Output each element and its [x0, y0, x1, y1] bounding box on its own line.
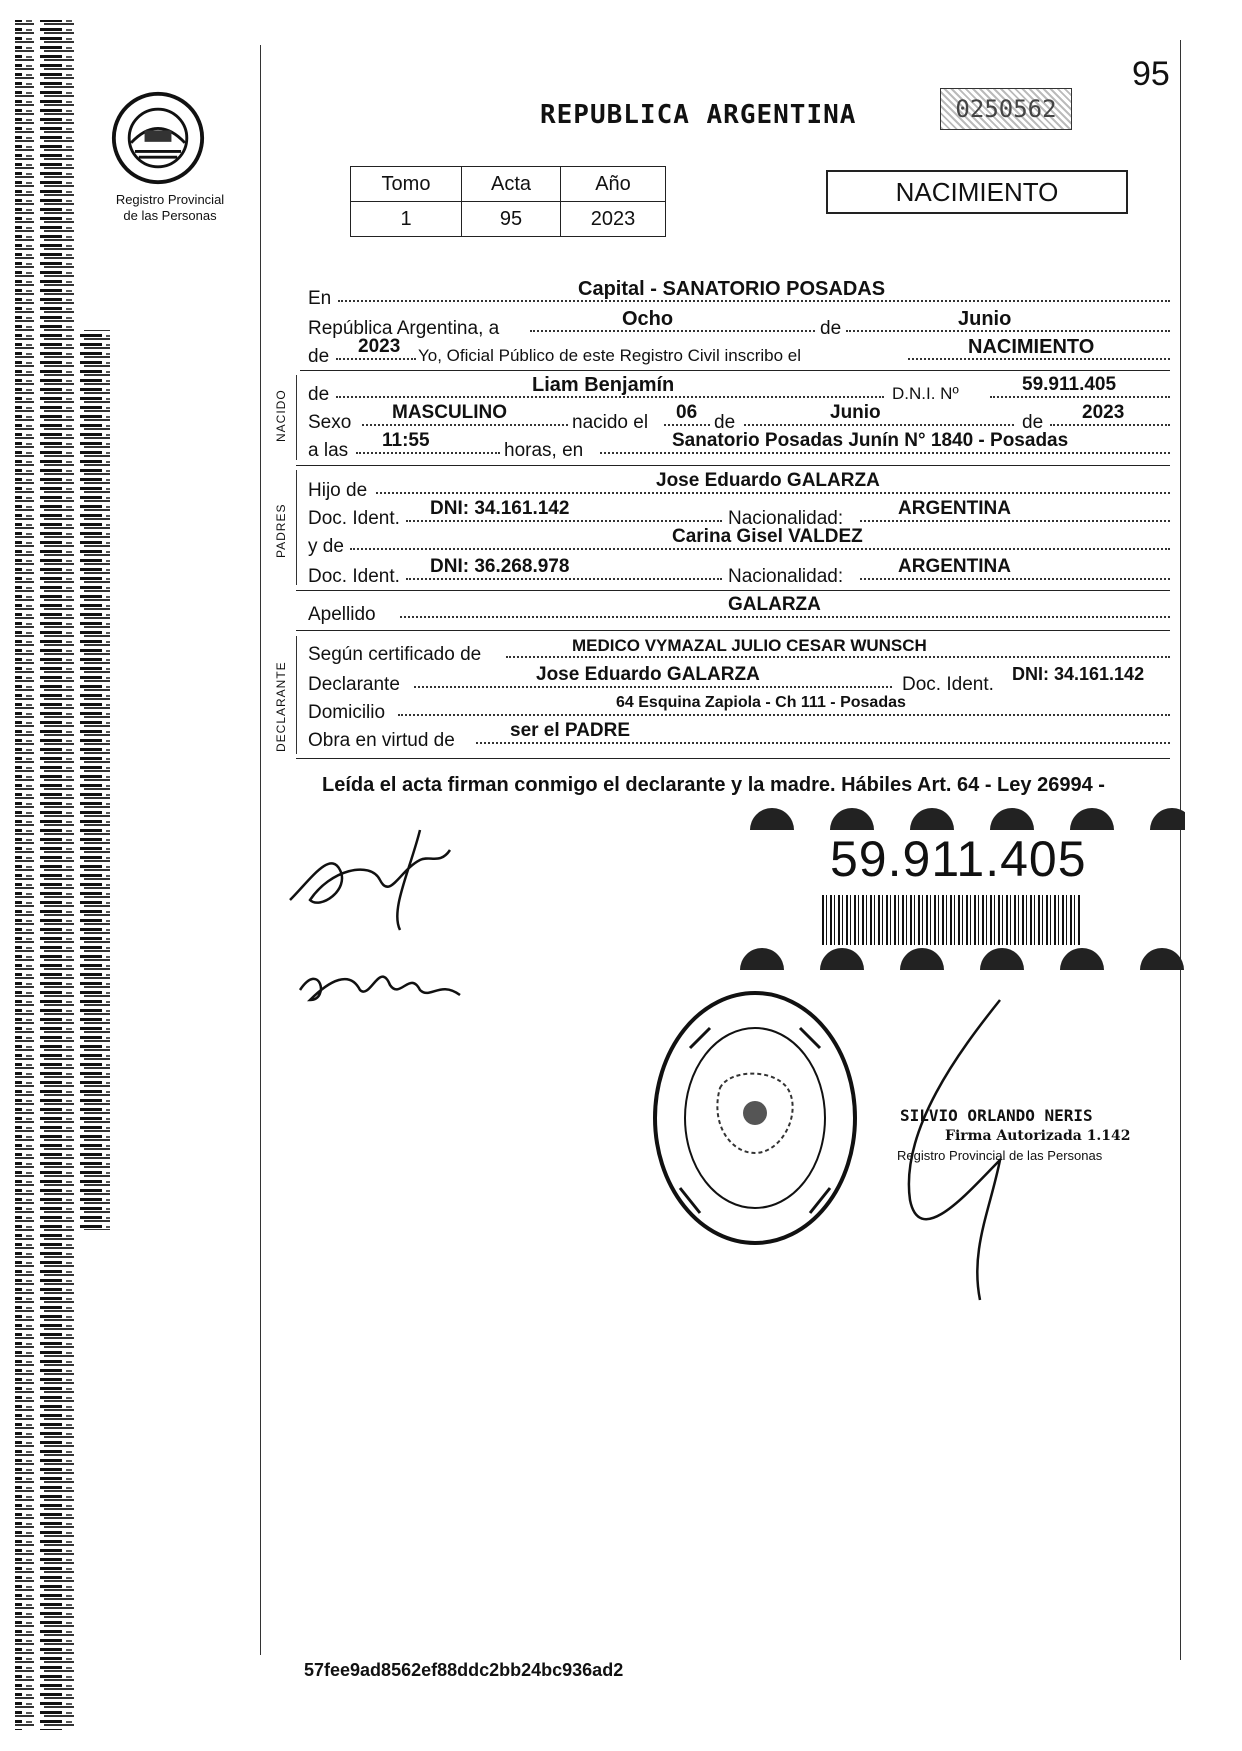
obra-value: ser el PADRE: [510, 720, 631, 741]
decl-doc: DNI: 34.161.142: [1012, 664, 1145, 684]
book-value-ano: 2023: [561, 202, 666, 237]
nacido-el-label: nacido el: [572, 412, 649, 433]
scan-edge-noise: [0, 0, 110, 1751]
right-margin-line: [1180, 40, 1181, 1660]
republica-label: República Argentina, a: [308, 318, 500, 339]
mother-nat-label: Nacionalidad:: [728, 566, 844, 587]
decl-value: Jose Eduardo GALARZA: [536, 664, 760, 685]
father-nat-label: Nacionalidad:: [728, 508, 844, 529]
official-org: Registro Provincial de las Personas: [897, 1148, 1103, 1163]
en-label: En: [308, 288, 332, 309]
official-role: Firma Autorizada 1.142: [945, 1128, 1131, 1144]
de2-label: de: [308, 346, 330, 367]
y-de-label: y de: [308, 536, 344, 557]
birth-month: Junio: [830, 402, 881, 423]
mother-name: Carina Gisel VALDEZ: [672, 526, 863, 547]
nacido-de3-label: de: [1022, 412, 1044, 433]
book-header-acta: Acta: [462, 167, 561, 202]
book-value-acta: 95: [462, 202, 561, 237]
page-number: 95: [1132, 55, 1170, 93]
book-table: [350, 166, 666, 237]
dni-sticker-stripe-top: [740, 800, 1185, 830]
official-name: SILVIO ORLANDO NERIS: [900, 1106, 1093, 1125]
signature-declarante-icon: [270, 810, 470, 940]
book-header-ano: Año: [561, 167, 666, 202]
apellido-value: GALARZA: [728, 594, 821, 615]
dni-label: D.N.I. Nº: [892, 384, 959, 403]
province-seal-icon: [110, 90, 206, 186]
country-title: REPUBLICA ARGENTINA: [540, 100, 857, 130]
cert-value: MEDICO VYMAZAL JULIO CESAR WUNSCH: [572, 636, 927, 655]
inscribo-value: NACIMIENTO: [968, 336, 1095, 358]
signature-madre-icon: [290, 940, 470, 1020]
obra-label: Obra en virtud de: [308, 730, 455, 751]
nacido-section-label: NACIDO: [274, 389, 288, 442]
book-header-tomo: Tomo: [351, 167, 462, 202]
child-name: Liam Benjamín: [532, 374, 675, 396]
de-label: de: [820, 318, 842, 339]
mother-doc: DNI: 36.268.978: [430, 556, 570, 577]
father-name: Jose Eduardo GALARZA: [656, 470, 880, 491]
birth-day: 06: [676, 402, 698, 423]
decl-doc-label: Doc. Ident.: [902, 674, 994, 695]
nacido-de-label: de: [308, 384, 330, 405]
birth-year: 2023: [1082, 402, 1125, 423]
dni-sticker-stripe-bottom: [740, 940, 1185, 970]
registry-line1: Registro Provincial: [115, 192, 225, 207]
barcode: [822, 895, 1082, 945]
sexo-value: MASCULINO: [392, 402, 508, 423]
apellido-label: Apellido: [308, 604, 376, 625]
dni-sticker-number: 59.911.405: [830, 831, 1087, 887]
registry-logo: [110, 90, 230, 223]
father-doc: DNI: 34.161.142: [430, 498, 570, 519]
stamp-number: 0250562: [940, 88, 1072, 130]
father-nationality: ARGENTINA: [898, 498, 1011, 519]
document-type: NACIMIENTO: [826, 170, 1128, 214]
dom-value: 64 Esquina Zapiola - Ch 111 - Posadas: [616, 694, 906, 711]
book-value-tomo: 1: [351, 202, 462, 237]
document-hash: 57fee9ad8562ef88ddc2bb24bc936ad2: [304, 1660, 624, 1680]
day-value: Ocho: [622, 308, 674, 330]
child-dni: 59.911.405: [1022, 374, 1117, 395]
decl-label: Declarante: [308, 674, 400, 695]
mother-nationality: ARGENTINA: [898, 556, 1011, 577]
cert-label: Según certificado de: [308, 644, 482, 665]
sexo-label: Sexo: [308, 412, 352, 433]
month-value: Junio: [958, 308, 1012, 330]
padres-section-label: PADRES: [274, 503, 288, 558]
official-seal-icon: [650, 988, 860, 1248]
declarante-section-label: DECLARANTE: [274, 661, 288, 752]
registry-line2: de las Personas: [123, 208, 217, 223]
year-value: 2023: [358, 336, 401, 357]
father-doc-label: Doc. Ident.: [308, 508, 400, 529]
en-value: Capital - SANATORIO POSADAS: [578, 278, 886, 300]
nacido-de2-label: de: [714, 412, 736, 433]
closing-note: Leída el acta firman conmigo el declarante y la madre. Hábiles Art. 64 - Ley 26994 -: [322, 774, 1105, 796]
left-margin-line: [260, 45, 261, 1655]
hijo-de-label: Hijo de: [308, 480, 368, 501]
mother-doc-label: Doc. Ident.: [308, 566, 400, 587]
a-las-label: a las: [308, 440, 349, 461]
birth-time: 11:55: [382, 430, 430, 451]
birth-place: Sanatorio Posadas Junín N° 1840 - Posadas: [672, 430, 1069, 451]
dom-label: Domicilio: [308, 702, 386, 723]
horas-en-label: horas, en: [504, 440, 584, 461]
yo-label: Yo, Oficial Público de este Registro Civil inscribo el: [418, 346, 801, 365]
